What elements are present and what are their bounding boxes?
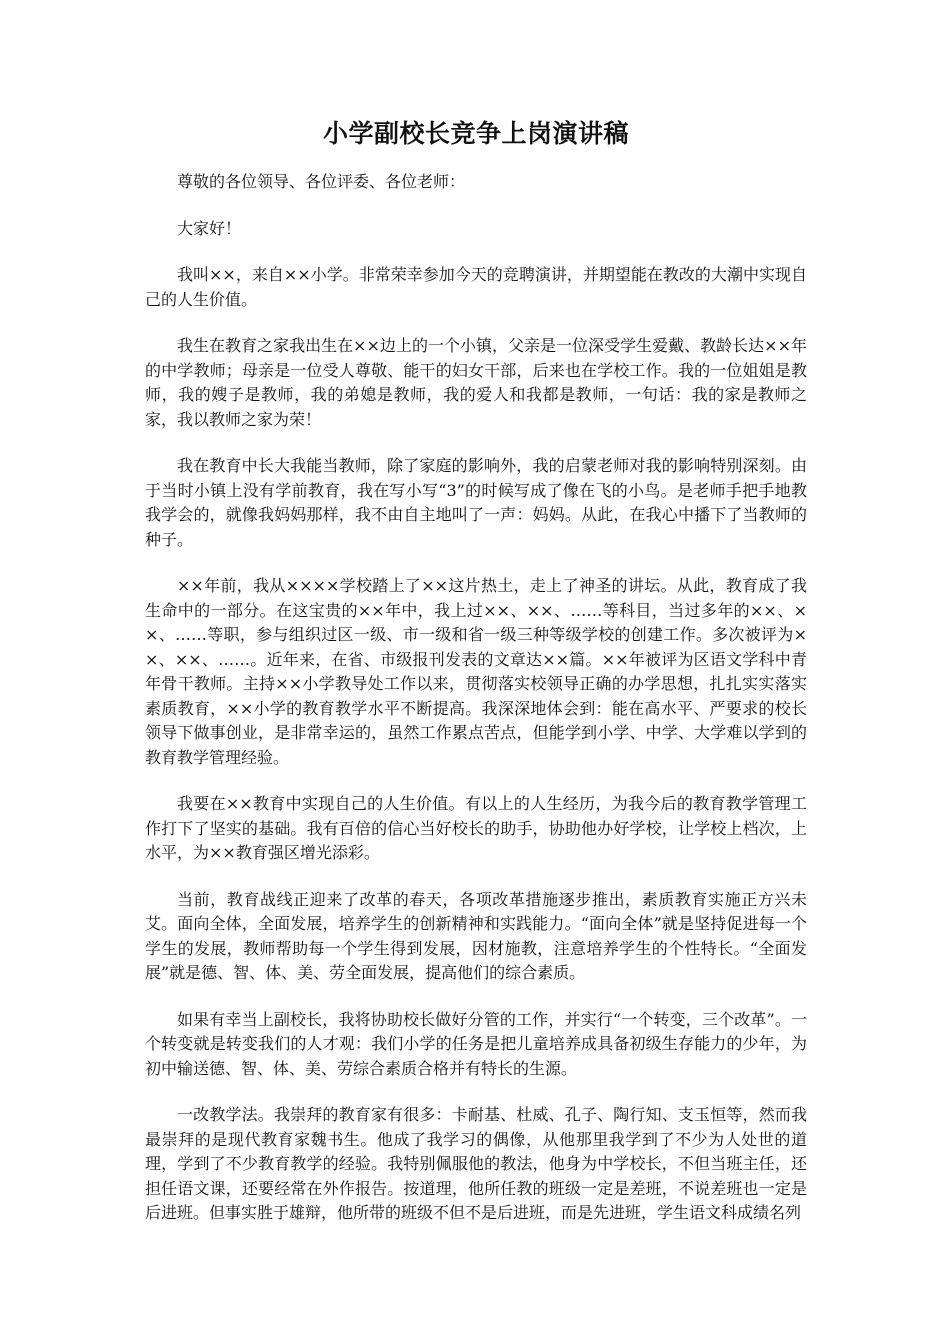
paragraph-reform: 当前，教育战线正迎来了改革的春天，各项改革措施逐步推出，素质教育实施正方兴未艾。面向全体，全面发展，培养学生的创新精神和实践能力。“面向全体”就是坚持促进每一个学生的发展，教师帮助每一个学生得到发展，因材施教，注意培养学生的个性特长。“全面发展”就是德、智、体、美、劳全面发展，提高他们的综合素质。 — [145, 889, 807, 982]
paragraph-plan: 如果有幸当上副校长，我将协助校长做好分管的工作，并实行“一个转变，三个改革”。一个转变就是转变我们的人才观：我们小学的任务是把儿童培养成具备初级生存能力的少年，为初中输送德、智、体、美、劳综合素质合格并有特长的生源。 — [145, 1009, 807, 1078]
paragraph-introduction: 我叫××，来自××小学。非常荣幸参加今天的竞聘演讲，并期望能在教改的大潮中实现自己的人生价值。 — [145, 265, 807, 309]
paragraph-teaching-method: 一改教学法。我崇拜的教育家有很多：卡耐基、杜威、孔子、陶行知、支玉恒等，然而我最崇拜的是现代教育家魏书生。他成了我学习的偶像，从他那里我学到了不少为人处世的道理，学到了不少教育教学的经验。我特别佩服他的教法，他身为中学校长，不但当班主任，还担任语文课，还要经常在外作报告。按道理，他所任教的班级一定是差班，不说差班也一定是后进班。但事实胜于雄辩，他所带的班级不但不是后进班，而是先进班，学生语文科成绩名列 — [145, 1105, 807, 1222]
paragraph-career: ××年前，我从××××学校踏上了××这片热土，走上了神圣的讲坛。从此，教育成了我生命中的一部分。在这宝贵的××年中，我上过××、××、……等科目，当过多年的××、××、……等职，参与组织过区一级、市一级和省一级三种等级学校的创建工作。多次被评为××、××、……。近年来，在省、市级报刊发表的文章达××篇。××年被评为区语文学科中青年骨干教师。主持××小学教导处工作以来，贯彻落实校领导正确的办学思想，扎扎实实落实素质教育，××小学的教育教学水平不断提高。我深深地体会到：能在高水平、严要求的校长领导下做事创业，是非常幸运的，虽然工作累点苦点，但能学到小学、中学、大学难以学到的教育教学管理经验。 — [145, 576, 807, 767]
document-page — [145, 112, 807, 1248]
paragraph-goal: 我要在××教育中实现自己的人生价值。有以上的人生经历，为我今后的教育教学管理工作打下了坚实的基础。我有百倍的信心当好校长的助手，协助他办好学校，让学校上档次，上水平，为××教育强区增光添彩。 — [145, 794, 807, 862]
paragraph-childhood: 我在教育中长大我能当教师，除了家庭的影响外，我的启蒙老师对我的影响特别深刻。由于当时小镇上没有学前教育，我在写小写“3”的时候写成了像在飞的小鸟。是老师手把手地教我学会的，就像我妈妈那样，我不由自主地叫了一声：妈妈。从此，在我心中播下了当教师的种子。 — [145, 456, 807, 549]
greeting: 大家好！ — [177, 218, 242, 238]
document-title: 小学副校长竞争上岗演讲稿 — [322, 119, 629, 148]
salutation: 尊敬的各位领导、各位评委、各位老师： — [177, 172, 466, 191]
paragraph-family: 我生在教育之家我出生在××边上的一个小镇，父亲是一位深受学生爱戴、教龄长达××年的中学教师；母亲是一位受人尊敬、能干的妇女干部，后来也在学校工作。我的一位姐姐是教师，我的嫂子是教师，我的弟媳是教师，我的爱人和我都是教师，一句话：我的家是教师之家，我以教师之家为荣！ — [145, 336, 807, 429]
